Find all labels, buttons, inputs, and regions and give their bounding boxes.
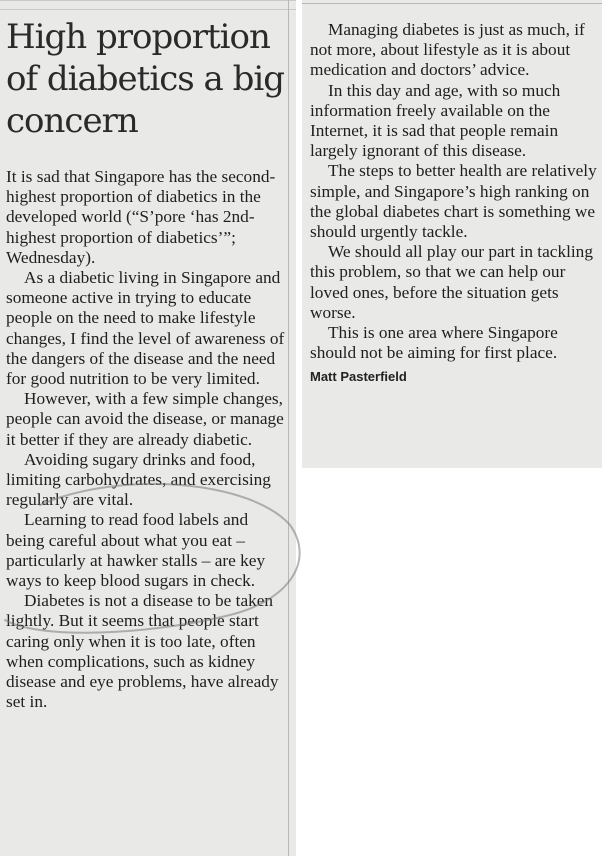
paragraph: In this day and age, with so much information freely available on the Internet, it is sad that people remain largely ignorant of this disease. [310, 80, 561, 161]
paragraph: Avoiding sugary drinks and food, limiting carbohydrates, and exercising regularly are vital. [6, 449, 271, 510]
paragraph: The steps to better health are relatively simple, and Singapore’s high ranking on the global diabetes chart is something we should urgently tackle. [310, 161, 597, 242]
article-body-left [6, 167, 288, 712]
paragraph: This is one area where Singapore should not be aiming for first place. [310, 323, 558, 363]
article-column-right [302, 0, 602, 468]
column-divider [288, 0, 289, 856]
top-rule [0, 0, 296, 10]
paragraph: We should all play our part in tackling this problem, so that we can help our loved ones, before the situation gets worse. [310, 242, 593, 322]
byline: Matt Pasterfield [310, 369, 407, 385]
paragraph: Managing diabetes is just as much, if not more, about lifestyle as it is about medication and doctors’ advice. [310, 20, 585, 80]
paragraph: It is sad that Singapore has the second-highest proportion of diabetics in the developed world (“S’pore ‘has 2nd-highest proportion of diabetics’”; Wednesday). [6, 167, 276, 267]
paragraph: Learning to read food labels and being careful about what you eat – particularly at hawker stalls – are key ways to keep blood sugars in check. [6, 510, 266, 591]
article-body-right [310, 20, 598, 388]
paragraph: As a diabetic living in Singapore and someone active in trying to educate people on the need to make lifestyle changes, I find the level of awareness of the dangers of the disease and the need for good nutrition to be very limited. [6, 268, 285, 389]
article-column-left [0, 0, 296, 856]
paragraph: However, with a few simple changes, people can avoid the disease, or manage it better if they are already diabetic. [6, 389, 284, 449]
top-rule [302, 3, 602, 4]
paragraph: Diabetes is not a disease to be taken lightly. But it seems that people start caring only when it is too late, often when complications, such as kidney disease and eye problems, have already set in. [6, 591, 279, 712]
headline: High proportion of diabetics a big concern [6, 17, 284, 141]
